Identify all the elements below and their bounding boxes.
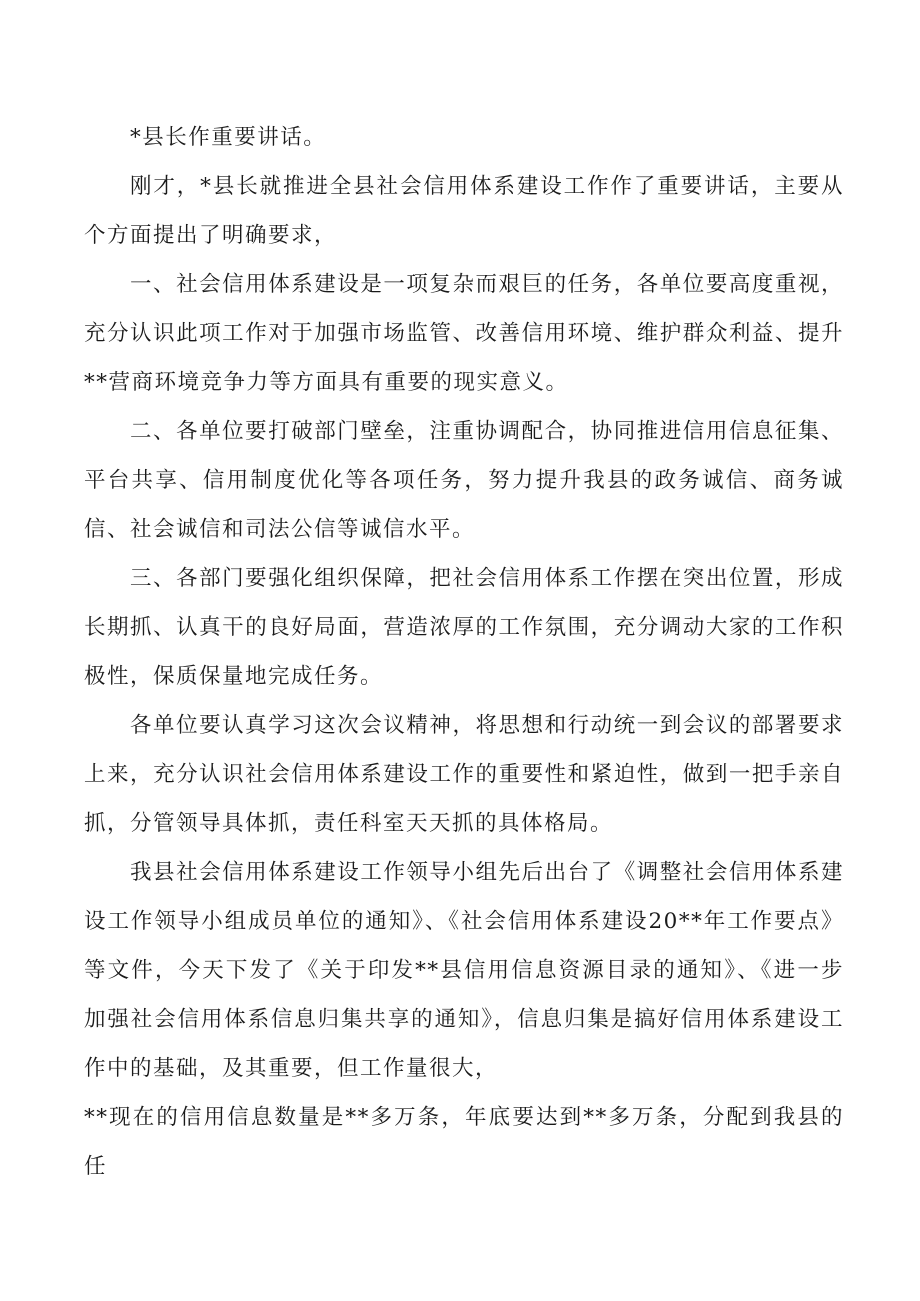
paragraph-summary: 刚才，*县长就推进全县社会信用体系建设工作作了重要讲话，主要从个方面提出了明确要求，	[84, 174, 844, 248]
paragraph-point-three: 三、各部门要强化组织保障，把社会信用体系工作摆在突出位置，形成长期抓、认真干的良好局面，营造浓厚的工作氛围，充分调动大家的工作积极性，保质保量地完成任务。	[84, 566, 844, 689]
paragraph-study-requirement: 各单位要认真学习这次会议精神，将思想和行动统一到会议的部署要求上来，充分认识社会信用体系建设工作的重要性和紧迫性，做到一把手亲自抓，分管领导具体抓，责任科室天天抓的具体格局。	[84, 713, 844, 836]
paragraph-point-two: 二、各单位要打破部门壁垒，注重协调配合，协同推进信用信息征集、平台共享、信用制度优化等各项任务，努力提升我县的政务诚信、商务诚信、社会诚信和司法公信等诚信水平。	[84, 419, 844, 542]
paragraph-opening: *县长作重要讲话。	[130, 125, 327, 150]
paragraph-data-volume: **现在的信用信息数量是**多万条，年底要达到**多万条，分配到我县的任	[84, 1105, 844, 1179]
paragraph-point-one: 一、社会信用体系建设是一项复杂而艰巨的任务，各单位要高度重视，充分认识此项工作对于加强市场监管、改善信用环境、维护群众利益、提升**营商环境竞争力等方面具有重要的现实意义。	[84, 272, 844, 395]
paragraph-documents: 我县社会信用体系建设工作领导小组先后出台了《调整社会信用体系建设工作领导小组成员单位的通知》、《社会信用体系建设20**年工作要点》等文件，今天下发了《关于印发**县信用信息资源目录的通知》、《进一步加强社会信用体系信息归集共享的通知》，信息归集是搞好信用体系建设工作中的基础，及其重要，但工作量很大，	[84, 860, 844, 1081]
